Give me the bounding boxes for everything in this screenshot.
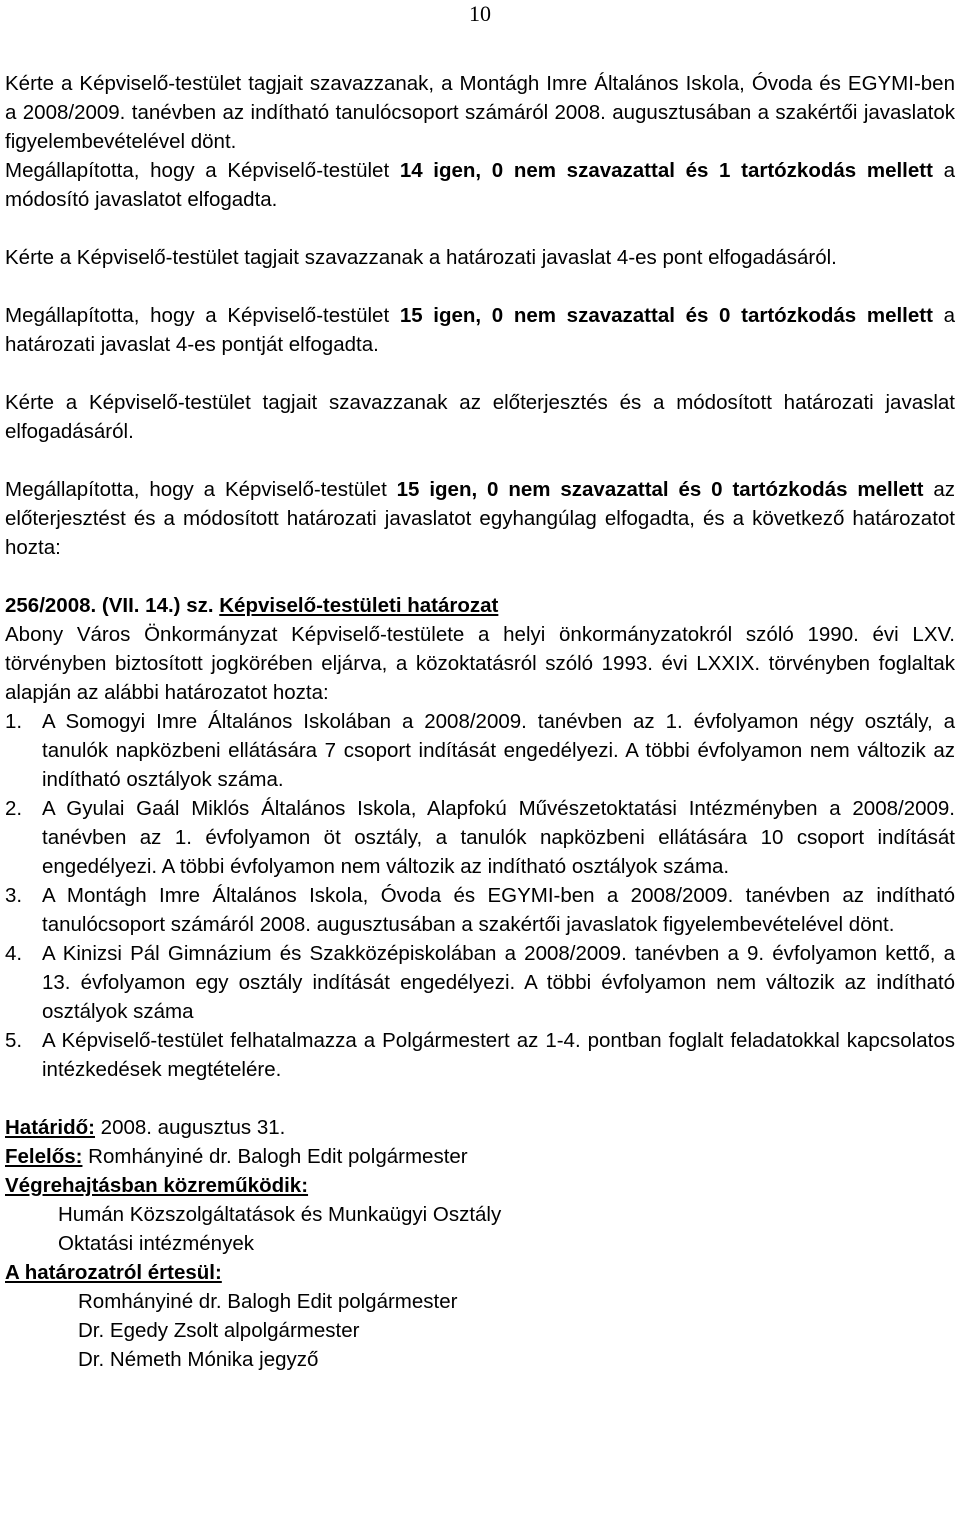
- list-item: [5, 1026, 955, 1084]
- item-text: A Képviselő-testület felhatalmazza a Polgármestert az 1-4. pontban foglalt feladatokkal kapcsolatos intézkedések megtételére.: [42, 1029, 955, 1081]
- preamble-text: törvényben foglaltak alapján az alábbi határozatot hozta:: [5, 652, 955, 704]
- list-item: [5, 707, 955, 794]
- resolution-number: 256/2008. (VII. 14.) sz.: [5, 594, 214, 617]
- item-text: A Gyulai Gaál Miklós Általános Iskola, Alapfokú Művészetoktatási Intézményben a 2008/2009. tanévben az 1. évfolyamon öt osztály, a tanulók napközbeni ellátására 10 csoport indítását engedélyezi. A többi évfolyamon nem változik az indítható osztályok száma.: [42, 797, 955, 878]
- deadline-line: [5, 1113, 955, 1142]
- vote-count: 15 igen, 0 nem szavazattal és 0 tartózkodás mellett: [399, 304, 933, 327]
- item-number: 5.: [5, 1029, 23, 1052]
- cooperation-item: Humán Közszolgáltatások és Munkaügyi Osztály: [58, 1203, 502, 1226]
- deadline-label: Határidő:: [5, 1116, 95, 1139]
- cooperation-label-text: Végrehajtásban közreműködik:: [5, 1174, 309, 1197]
- cooperation-label: [5, 1171, 955, 1200]
- vote-result-1: [5, 156, 955, 214]
- item-text: A Somogyi Imre Általános Iskolában a 2008/2009. tanévben az 1. évfolyamon négy osztály, a tanulók napközbeni ellátására 7 csoport indítását engedélyezi. A többi évfolyamon nem változik az indítható osztályok száma.: [42, 710, 955, 791]
- responsible-value: Romhányiné dr. Balogh Edit polgármester: [82, 1145, 468, 1168]
- vote-result-2: [5, 301, 955, 359]
- list-item: [5, 939, 955, 1026]
- notified-item: Romhányiné dr. Balogh Edit polgármester: [78, 1290, 458, 1313]
- vote-text: az előterjesztést és a módosított határozati javaslatot egyhangúlag elfogadta, és a következő határozatot hozta:: [5, 478, 955, 559]
- preamble-text: Abony Város Önkormányzat Képviselő-testülete a helyi önkormányzatokról szóló 1990.: [5, 623, 873, 646]
- vote-result-3: [5, 475, 955, 562]
- preamble-text: törvényben biztosított jogkörében eljárva, a közoktatásról szóló 1993.: [5, 652, 662, 675]
- preamble-law-ref: évi LXXIX.: [661, 652, 761, 675]
- notified-item: Dr. Németh Mónika jegyző: [78, 1348, 319, 1371]
- item-text: A Kinizsi Pál Gimnázium és Szakközépiskolában a 2008/2009. tanévben a 9. évfolyamon kettő, a 13. évfolyamon egy osztály indítását engedélyezi. A többi évfolyamon nem változik az indítható osztályok száma: [42, 942, 955, 1023]
- item-number: 4.: [5, 942, 23, 965]
- vote-text: Megállapította, hogy a Képviselő-testület: [5, 304, 400, 327]
- resolution-title: Képviselő-testületi határozat: [219, 594, 499, 617]
- preamble-law-ref: évi LXV.: [872, 623, 955, 646]
- notified-item: Dr. Egedy Zsolt alpolgármester: [78, 1319, 360, 1342]
- item-number: 3.: [5, 884, 23, 907]
- resolution-preamble: [5, 620, 955, 707]
- resolution-heading: [5, 591, 955, 620]
- notified-label: [5, 1258, 955, 1287]
- list-item: [5, 881, 955, 939]
- vote-count: 14 igen, 0 nem szavazattal és 1 tartózkodás mellett: [399, 159, 933, 182]
- cooperation-item: Oktatási intézmények: [58, 1232, 254, 1255]
- responsible-line: [5, 1142, 955, 1171]
- item-number: 1.: [5, 710, 23, 733]
- vote-text: Megállapította, hogy a Képviselő-testület: [5, 159, 400, 182]
- list-item: [5, 794, 955, 881]
- vote-count: 15 igen, 0 nem szavazattal és 0 tartózkodás mellett: [396, 478, 924, 501]
- document-body: [5, 69, 955, 1374]
- resolution-items: [5, 707, 955, 1084]
- item-text: A Montágh Imre Általános Iskola, Óvoda és EGYMI-ben a 2008/2009. tanévben az indítható tanulócsoport számáról 2008. augusztusában a szakértői javaslatok figyelembevételével dönt.: [42, 884, 955, 936]
- notified-label-text: A határozatról értesül:: [5, 1261, 222, 1284]
- paragraph-request-2: Kérte a Képviselő-testület tagjait szavazzanak a határozati javaslat 4-es pont elfogadásáról.: [5, 246, 837, 269]
- vote-text: Megállapította, hogy a Képviselő-testület: [5, 478, 397, 501]
- deadline-value: 2008. augusztus 31.: [94, 1116, 286, 1139]
- paragraph-request-1: Kérte a Képviselő-testület tagjait szavazzanak, a Montágh Imre Általános Iskola, Óvoda és EGYMI-ben a 2008/2009. tanévben az indítható tanulócsoport számáról 2008. augusztusában a szakértői javaslatok figyelembevételével dönt.: [5, 72, 955, 153]
- page-number: 10: [469, 1, 491, 26]
- responsible-label: Felelős:: [5, 1145, 83, 1168]
- vote-text: a módosító javaslatot elfogadta.: [5, 159, 956, 211]
- item-number: 2.: [5, 797, 23, 820]
- vote-text: a határozati javaslat 4-es pontját elfogadta.: [5, 304, 956, 356]
- paragraph-request-3: Kérte a Képviselő-testület tagjait szavazzanak az előterjesztés és a módosított határozati javaslat elfogadásáról.: [5, 391, 955, 443]
